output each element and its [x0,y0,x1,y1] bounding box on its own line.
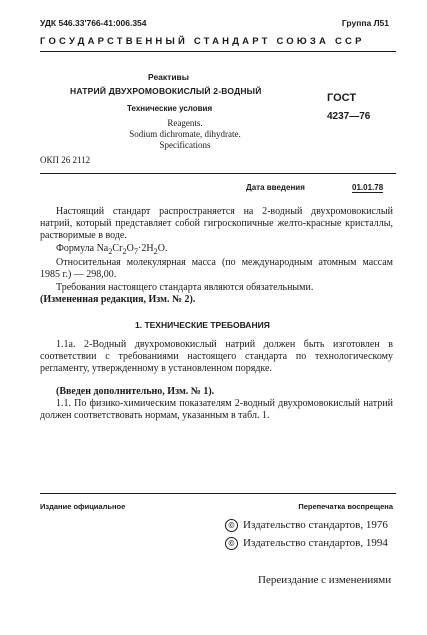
molecular-mass-paragraph: Относительная молекулярная масса (по международным атомным массам 1985 г.) — 298,00. [40,257,393,280]
date-value: 01.01.78 [352,183,384,192]
footer-rule [40,493,396,494]
amendment-note: (Измененная редакция, Изм. № 2). [40,294,196,305]
title-block-rule [40,173,396,174]
amendment-note-1: (Введен дополнительно, Изм. № 1). [56,386,215,397]
copyright-text: Издательство стандартов, 1994 [243,537,388,549]
document-subtitle: Технические условия [127,104,213,113]
state-standard-banner: ГОСУДАРСТВЕННЫЙ СТАНДАРТ СОЮЗА ССР [40,36,365,47]
udk-code: УДК 546.33'766-41:006.354 [40,18,147,28]
copyright-icon: © [225,519,238,532]
gost-number: 4237—76 [327,111,371,122]
mandatory-paragraph [40,282,393,306]
formula-line [40,243,393,258]
document-title: НАТРИЙ ДВУХРОМОВОКИСЛЫЙ 2-ВОДНЫЙ [70,86,262,96]
formula-sub: 2 [122,247,127,256]
formula-sub: 2 [108,247,113,256]
reprint-note: Переиздание с изменениями [258,574,392,586]
english-line-3: Specifications [159,140,211,150]
group-code: Группа Л51 [341,18,389,28]
mandatory-text: Требования настоящего стандарта являются обязательными. [56,282,314,293]
header-rule [40,51,396,52]
intro-paragraph: Настоящий стандарт распространяется на 2-водный двухромовокислый натрий, который представляет собой гигроскопичные желто-красные кристаллы, растворимые в воде. [40,206,393,241]
formula-end: O. [157,243,168,254]
formula-cr: Cr [112,243,123,254]
english-line-2: Sodium dichromate, dihydrate. [129,129,241,139]
date-label: Дата введения [246,183,305,192]
english-line-1: Reagents. [167,118,203,128]
formula-sub: 7 [133,247,138,256]
copyright-icon: © [225,537,238,550]
reprint-forbidden: Перепечатка воспрещена [298,502,393,511]
formula-prefix: Формула Na [56,243,109,254]
copyright-1994 [225,537,388,550]
okp-code: ОКП 26 2112 [40,155,91,165]
category-label: Реактивы [148,72,190,82]
section-heading: 1. ТЕХНИЧЕСКИЕ ТРЕБОВАНИЯ [135,320,270,330]
formula-suffix: ·2H [137,243,154,254]
copyright-text: Издательство стандартов, 1976 [243,519,388,531]
clause-1-1: 1.1. По физико-химическим показателям 2-водный двухромовокислый натрий должен соответствовать нормам, указанным в табл. 1. [40,398,393,421]
official-edition: Издание официальное [40,502,126,511]
formula-sub: 2 [153,247,158,256]
copyright-1976 [225,519,388,532]
gost-label: ГОСТ [327,92,357,104]
english-title [110,118,260,151]
clause-1-1a: 1.1а. 2-Водный двухромовокислый натрий должен быть изготовлен в соответствии с требованиями настоящего стандарта по технологическому регламенту, утвержденному в установленном порядке. [40,339,393,374]
formula-o: O [126,243,134,254]
